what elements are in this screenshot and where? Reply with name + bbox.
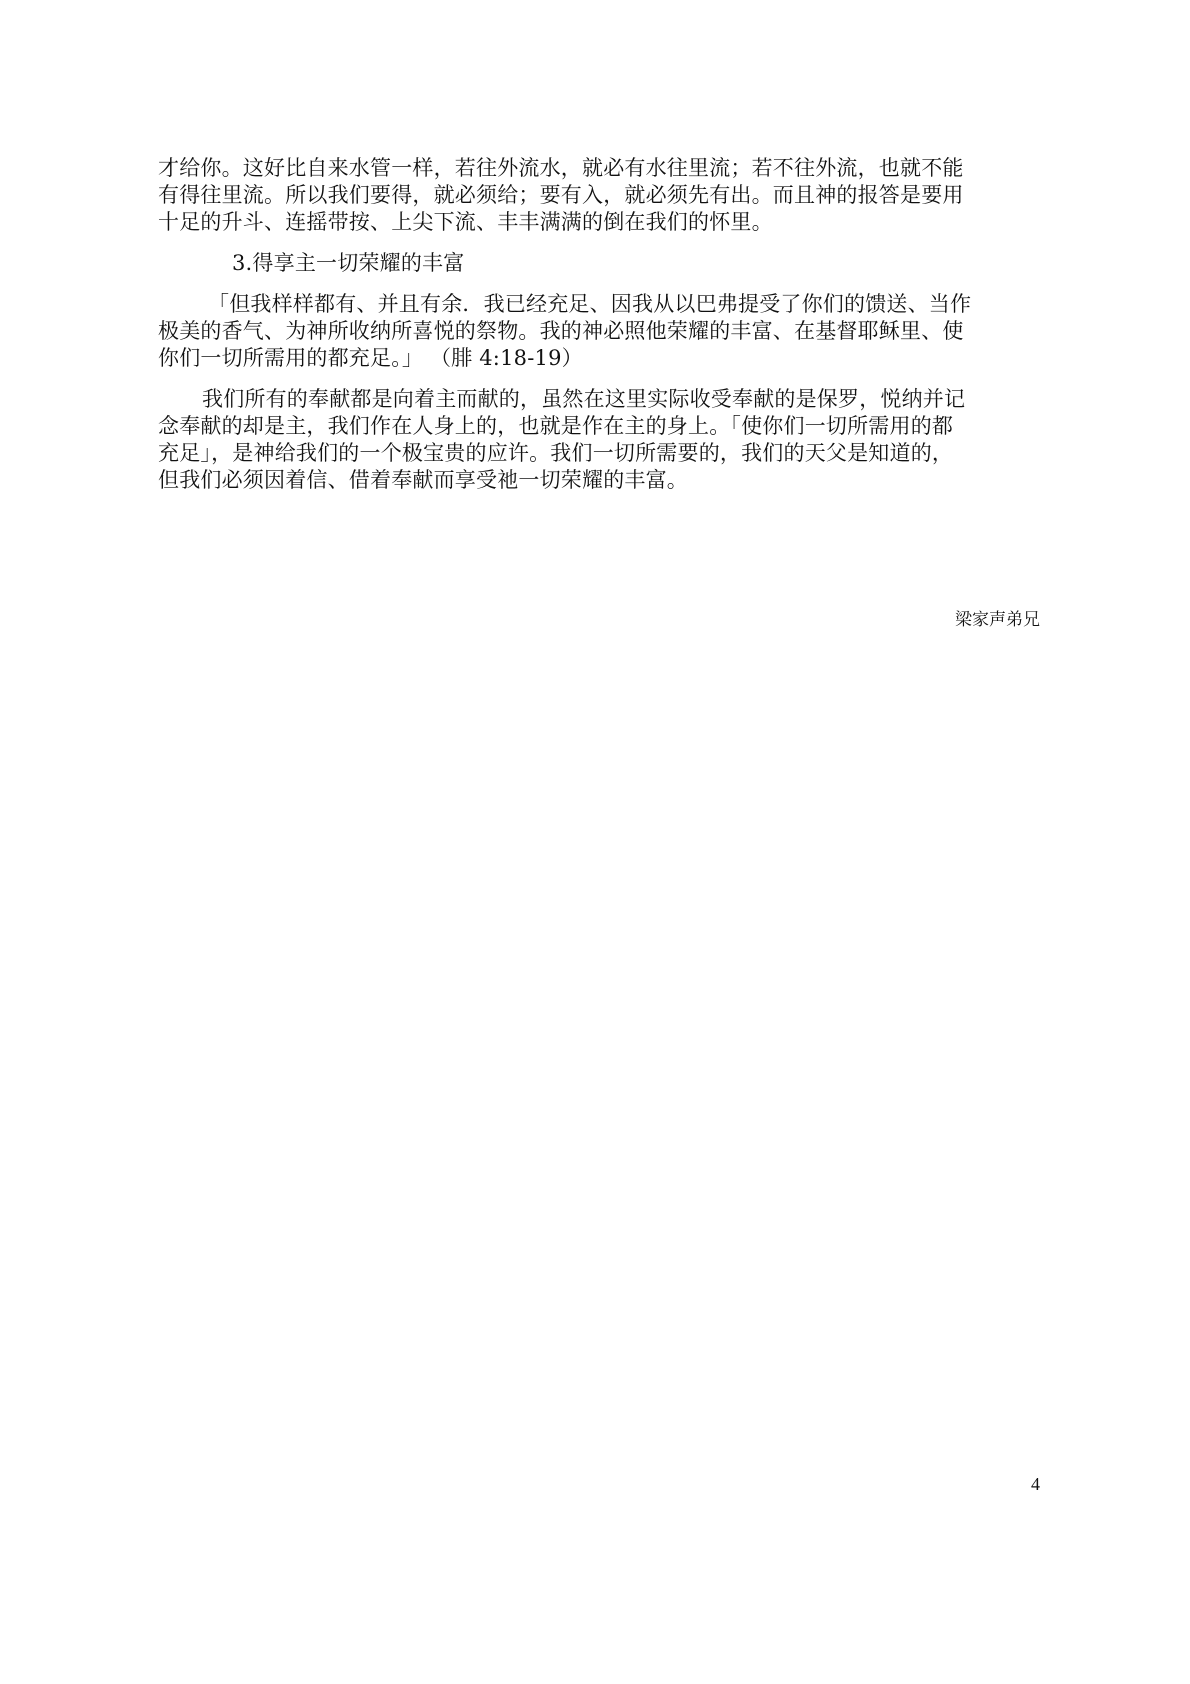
section-heading: 3.得享主一切荣耀的丰富 <box>232 251 465 275</box>
section-heading-block <box>158 250 1038 277</box>
author-signature: 梁家声弟兄 <box>955 610 1040 630</box>
paragraph-line: 十足的升斗、连摇带按、上尖下流、丰丰满满的倒在我们的怀里。 <box>158 210 773 234</box>
paragraph-line: 念奉献的却是主，我们作在人身上的，也就是作在主的身上。「使你们一切所需用的都 <box>158 414 954 438</box>
quote-line: 你们一切所需用的都充足。」 （腓 4:18-19） <box>158 346 583 370</box>
paragraph-line: 充足」，是神给我们的一个极宝贵的应许。我们一切所需要的，我们的天父是知道的， <box>158 441 954 465</box>
paragraph-line: 但我们必须因着信、借着奉献而享受祂一切荣耀的丰富。 <box>158 468 688 492</box>
paragraph-line: 才给你。这好比自来水管一样，若往外流水，就必有水往里流；若不往外流，也就不能 <box>158 156 964 180</box>
page-body <box>158 155 1038 494</box>
page-number: 4 <box>1031 1474 1040 1494</box>
paragraph-line: 有得往里流。所以我们要得，就必须给；要有入，就必须先有出。而且神的报答是要用 <box>158 183 964 207</box>
quote-line: 「但我样样都有、并且有余．我已经充足、因我从以巴弗提受了你们的馈送、当作 <box>208 292 972 316</box>
scripture-quote <box>158 291 1038 372</box>
continuation-paragraph <box>158 155 1038 236</box>
quote-line: 极美的香气、为神所收纳所喜悦的祭物。我的神必照他荣耀的丰富、在基督耶稣里、使 <box>158 319 964 343</box>
closing-paragraph <box>158 386 1038 494</box>
paragraph-line: 我们所有的奉献都是向着主而献的，虽然在这里实际收受奉献的是保罗，悦纳并记 <box>202 387 966 411</box>
